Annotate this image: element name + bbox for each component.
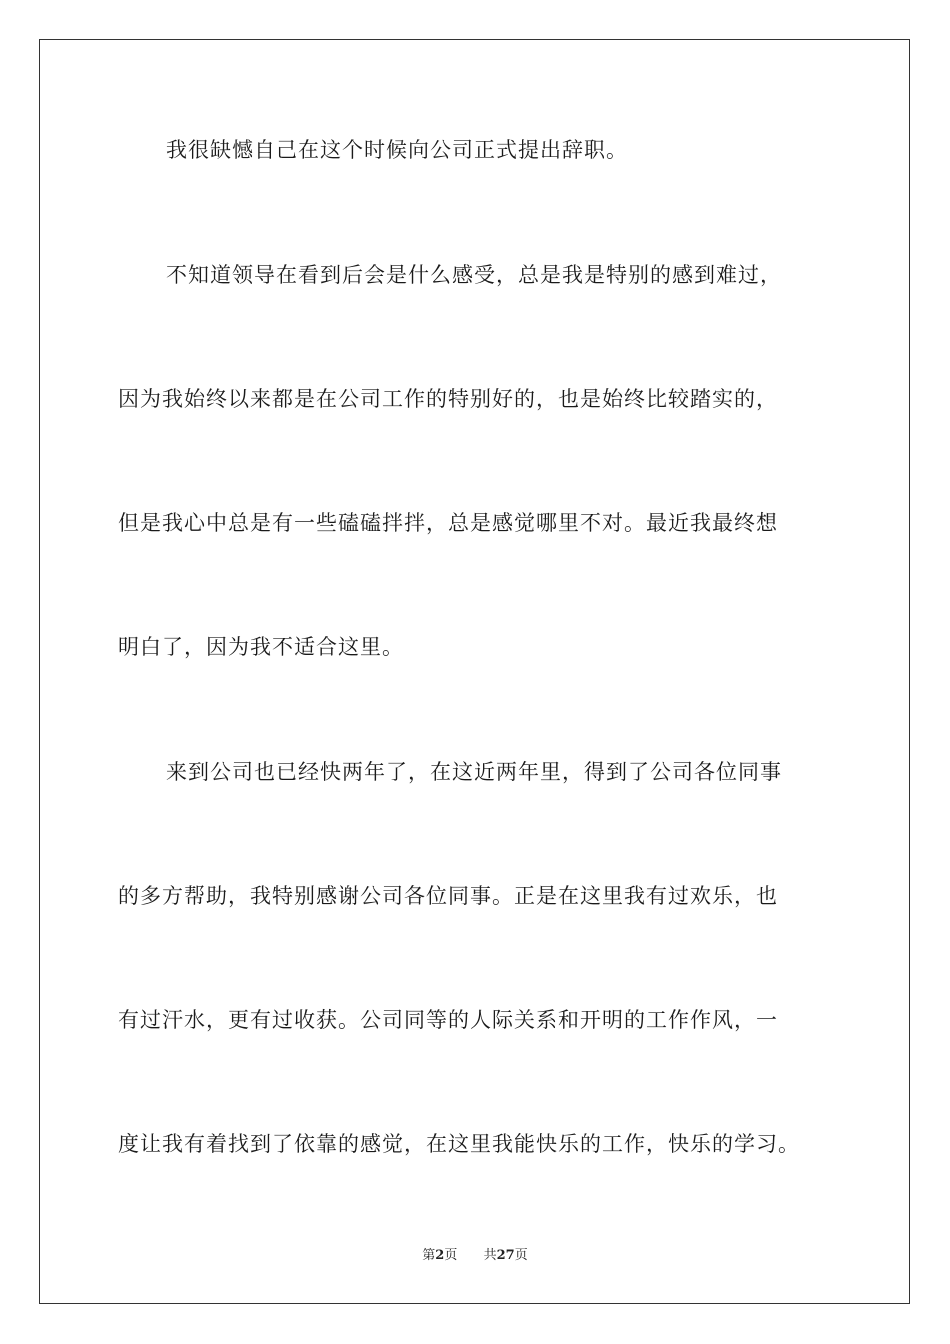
paragraph-2-line-1: 不知道领导在看到后会是什么感受，总是我是特别的感到难过， <box>166 263 782 287</box>
page-suffix: 页 <box>444 1248 458 1263</box>
paragraph-3-line-2: 的多方帮助，我特别感谢公司各位同事。正是在这里我有过欢乐，也 <box>118 884 778 908</box>
page-number: 2 <box>435 1248 445 1263</box>
paragraph-2-line-3: 但是我心中总是有一些磕磕拌拌，总是感觉哪里不对。最近我最终想 <box>118 511 778 535</box>
paragraph-3-line-3: 有过汗水，更有过收获。公司同等的人际关系和开明的工作作风，一 <box>118 1008 778 1032</box>
paragraph-3-line-4: 度让我有着找到了依靠的感觉，在这里我能快乐的工作，快乐的学习。 <box>118 1132 800 1156</box>
paragraph-3-line-1: 来到公司也已经快两年了，在这近两年里，得到了公司各位同事 <box>166 760 782 784</box>
paragraph-2-line-2: 因为我始终以来都是在公司工作的特别好的，也是始终比较踏实的， <box>118 387 778 411</box>
total-pages: 27 <box>496 1248 515 1263</box>
page-prefix: 第 <box>422 1248 436 1263</box>
page-border <box>39 39 910 1304</box>
paragraph-1-line-1: 我很缺憾自己在这个时候向公司正式提出辞职。 <box>166 138 628 162</box>
page-footer <box>0 1244 950 1263</box>
paragraph-2-line-4: 明白了，因为我不适合这里。 <box>118 635 404 659</box>
total-prefix: 共 <box>483 1248 497 1263</box>
total-suffix: 页 <box>514 1248 528 1263</box>
